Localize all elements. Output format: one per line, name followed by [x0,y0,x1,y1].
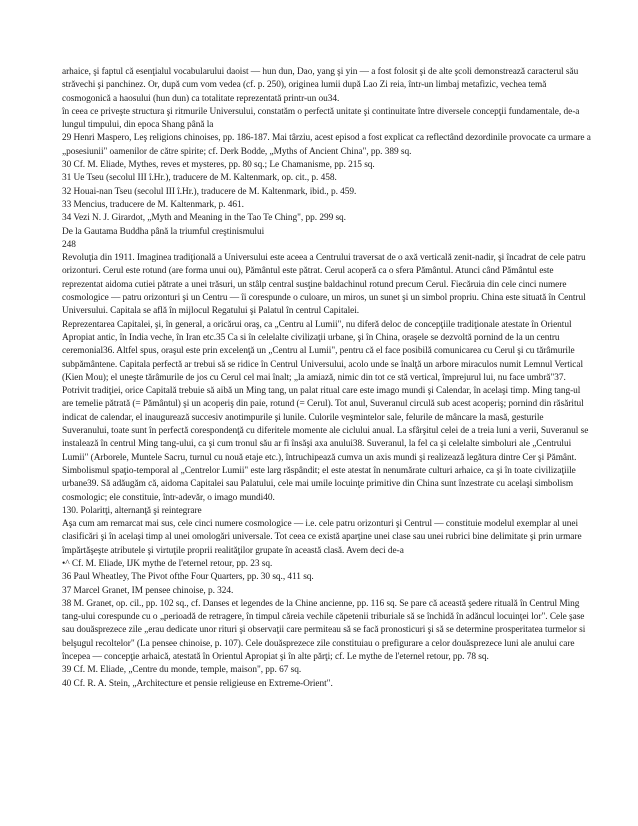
document-page [62,66,592,691]
text-paragraph: Reprezentarea Capitalei, şi, în general, a oricărui oraş, ca „Centru al Lumii", nu diferă deloc de concepţiile tradiţionale atestate în Orientul Apropiat antic, în India veche, în Iran etc.35 Ca si în celelalte civilizaţii urbane, şi în China, oraşele se dezvoltă pornind de la un centru ceremonial36. Altfel spus, oraşul este prin excelenţă un „Centru al Lumii", pentru că el face posibilă comunicarea cu Cerul şi cu tărâmurile subpământene. Capitala perfectă ar trebui să se ridice în Centrul Universului, acolo unde se înalţă un arbore miraculos numit Lemnul Vertical (Kien Mou); el uneşte tărâmurile de jos cu Cerul cel mai înalt; „la amiază, nimic din tot ce stă vertical, împrejurul lui, nu face umbră"37. [62,319,584,383]
footnote-33: 33 Mencius, traducere de M. Kaltenmark, p. 461. [62,199,244,210]
text-paragraph: Potrivit tradiţiei, orice Capitală trebuie să aibă un Ming tang, un palat ritual care este imago mundi şi Calendar, în acelaşi timp. Ming tang-ul are temelie pătrată (= Pământul) şi un acoperiş din paie, rotund (= Cerul). Tot anul, Suveranul circulă sub acest acoperiş; pornind din răsăritul indicat de calendar, el inaugurează succesiv anotimpurile şi lunile. Culorile veşmintelor sale, felurile de mâncare la masă, gesturile Suveranului, toate sunt în perfectă corespondenţă cu diferitele momente ale ciclului anual. La sfârşitul celei de a treia luni a verii, Suveranul se instalează în centrul Ming tang-ului, ca şi cum tronul său ar fi însăşi axa anului38. Suveranul, la fel ca şi celelalte simboluri ale „Centrului Lumii" (Arborele, Muntele Sacru, turnul cu nouă etaje etc.), întruchipează cumva un axis mundi şi realizează legătura dintre Cer şi Pământ. Simbolismul spaţio-temporal al „Centrelor Lumii" este larg răspândit; el este atestat în nenumărate culturi arhaice, ca şi în toate civilizaţiile urbane39. Să adăugăm că, aidoma Capitalei sau Palatului, cele mai umile locuinţe primitive din China sunt înzestrate cu acelaşi simbolism cosmologic; ele constituie, într-adevăr, o imago mundi40. [62,386,589,503]
text-paragraph: Revoluţia din 1911. Imaginea tradiţională a Universului este aceea a Centrului traversat de o axă verticală zenit-nadir, şi încadrat de cele patru orizonturi. Cerul este rotund (are forma unui ou), Pământul este pătrat. Cerul acoperă ca o sfera Pământul. Atunci când Pământul este reprezentat aidoma cutiei pătrate a unei trăsuri, un stâlp central susţine baldachinul rotund precum Cerul. Fiecăruia din cele cinci numere cosmologice — patru orizonturi şi un Centru — îi corespunde o culoare, un miros, un sunet şi un simbol propriu. China este situată în Centrul Universului. Capitala se află în mijlocul Regatului şi Palatul în centrul Capitalei. [62,253,586,317]
footnote-34: 34 Vezi N. J. Girardot, „Myth and Meaning in the Tao Te Ching", pp. 299 sq. [62,213,346,224]
section-heading: 130. Polaritţi, alternanţă şi reintegrare [62,505,202,516]
footnote-36: 36 Paul Wheatley, The Pivot ofthe Four Quarters, pp. 30 sq., 411 sq. [62,572,314,583]
footnote-32: 32 Houai-nan Tseu (secolul III î.Hr.), traducere de M. Kaltenmark, ibid., p. 459. [62,186,357,197]
footnote-38: 38 M. Granet, op. cil., pp. 102 sq., cf. Danses et legendes de la Chine ancienne, pp. 116 sq. Se pare că această şedere rituală în Centrul Ming tang-ului corespunde cu o „perioadă de retragere, în timpul căreia vechile căpetenii triburiale să se închidă în adăncul locuinţei lor". Cele şase sau douăsprezece zile „erau dedicate unor rituri şi observaţii care permiteau să se facă pronosticuri şi să se determine prosperitatea turmelor si belşugul recoltelor" (La pensee chinoise, p. 107). Cele douăsprezece zile constituiau o prefigurare a celor douăsprezece luni ale anului care începea — concepţie arhaică, atestată în Orientul Apropiat şi în alte părţi; cf. Le mythe de l'eternel retour, pp. 78 sq. [62,598,586,663]
footnote-29: 29 Henri Maspero, Leş religions chinoises, pp. 186-187. Mai târziu, acest episod a fost explicat ca reflectând dezordinile provocate ca urmare a „posesiunii" oamenilor de către spirite; cf. Derk Bodde, „Myths of Ancient China", pp. 389 sq. [62,133,591,157]
footnote-40: 40 Cf. R. A. Stein, „Architecture et pensie religieuse en Extreme-Orient". [62,678,333,689]
footnote-31: 31 Ue Tseu (secolul III î.Hr.), traducere de M. Kaltenmark, op. cit., p. 458. [62,173,337,184]
footnote-37: 37 Marcel Granet, IM pensee chinoise, p. 324. [62,585,234,596]
text-paragraph: în ceea ce priveşte structura şi ritmurile Universului, constatăm o perfectă unitate şi continuitate între diversele concepţii fundamentale, de-a lungul timpului, din epoca Shang până la [62,106,580,131]
running-header: De la Gautama Buddha până la triumful creştinismului [62,226,265,237]
footnote-30: 30 Cf. M. Eliade, Mythes, reves et mysteres, pp. 80 sq.; Le Chamanisme, pp. 215 sq. [62,160,375,171]
footnote-39: 39 Cf. M. Eliade, „Centre du monde, temple, maison", pp. 67 sq. [62,665,302,676]
text-paragraph: Aşa cum am remarcat mai sus, cele cinci numere cosmologice — i.e. cele patru orizonturi şi Centrul — constituie modelul exemplar al unei clasificări şi în acelaşi timp al unei omologări universale. Tot ceea ce există aparţine unei clase sau unei rubrici bine delimitate şi prin urmare împărtăşeşte atributele şi virtuţile proprii realităţilor grupate în această clasă. Avem deci de-a [62,519,582,556]
text-paragraph: arhaice, şi faptul că esenţialul vocabularului daoist — hun dun, Dao, yang şi yin — a fost folosit şi de alte şcoli demonstrează caracterul său străvechi şi panchinez. Or, după cum vom vedea (cf. p. 250), originea lumii după Lao Zi reia, într-un limbaj metafizic, vechea temă cosmogonică a haosului (hun dun) ca totalitate reprezentată printr-un ou34. [62,67,579,104]
page-number: 248 [62,239,76,250]
footnote-35: •^ Cf. M. Eliade, IJK mythe de l'eternel retour, pp. 23 sq. [62,558,273,569]
